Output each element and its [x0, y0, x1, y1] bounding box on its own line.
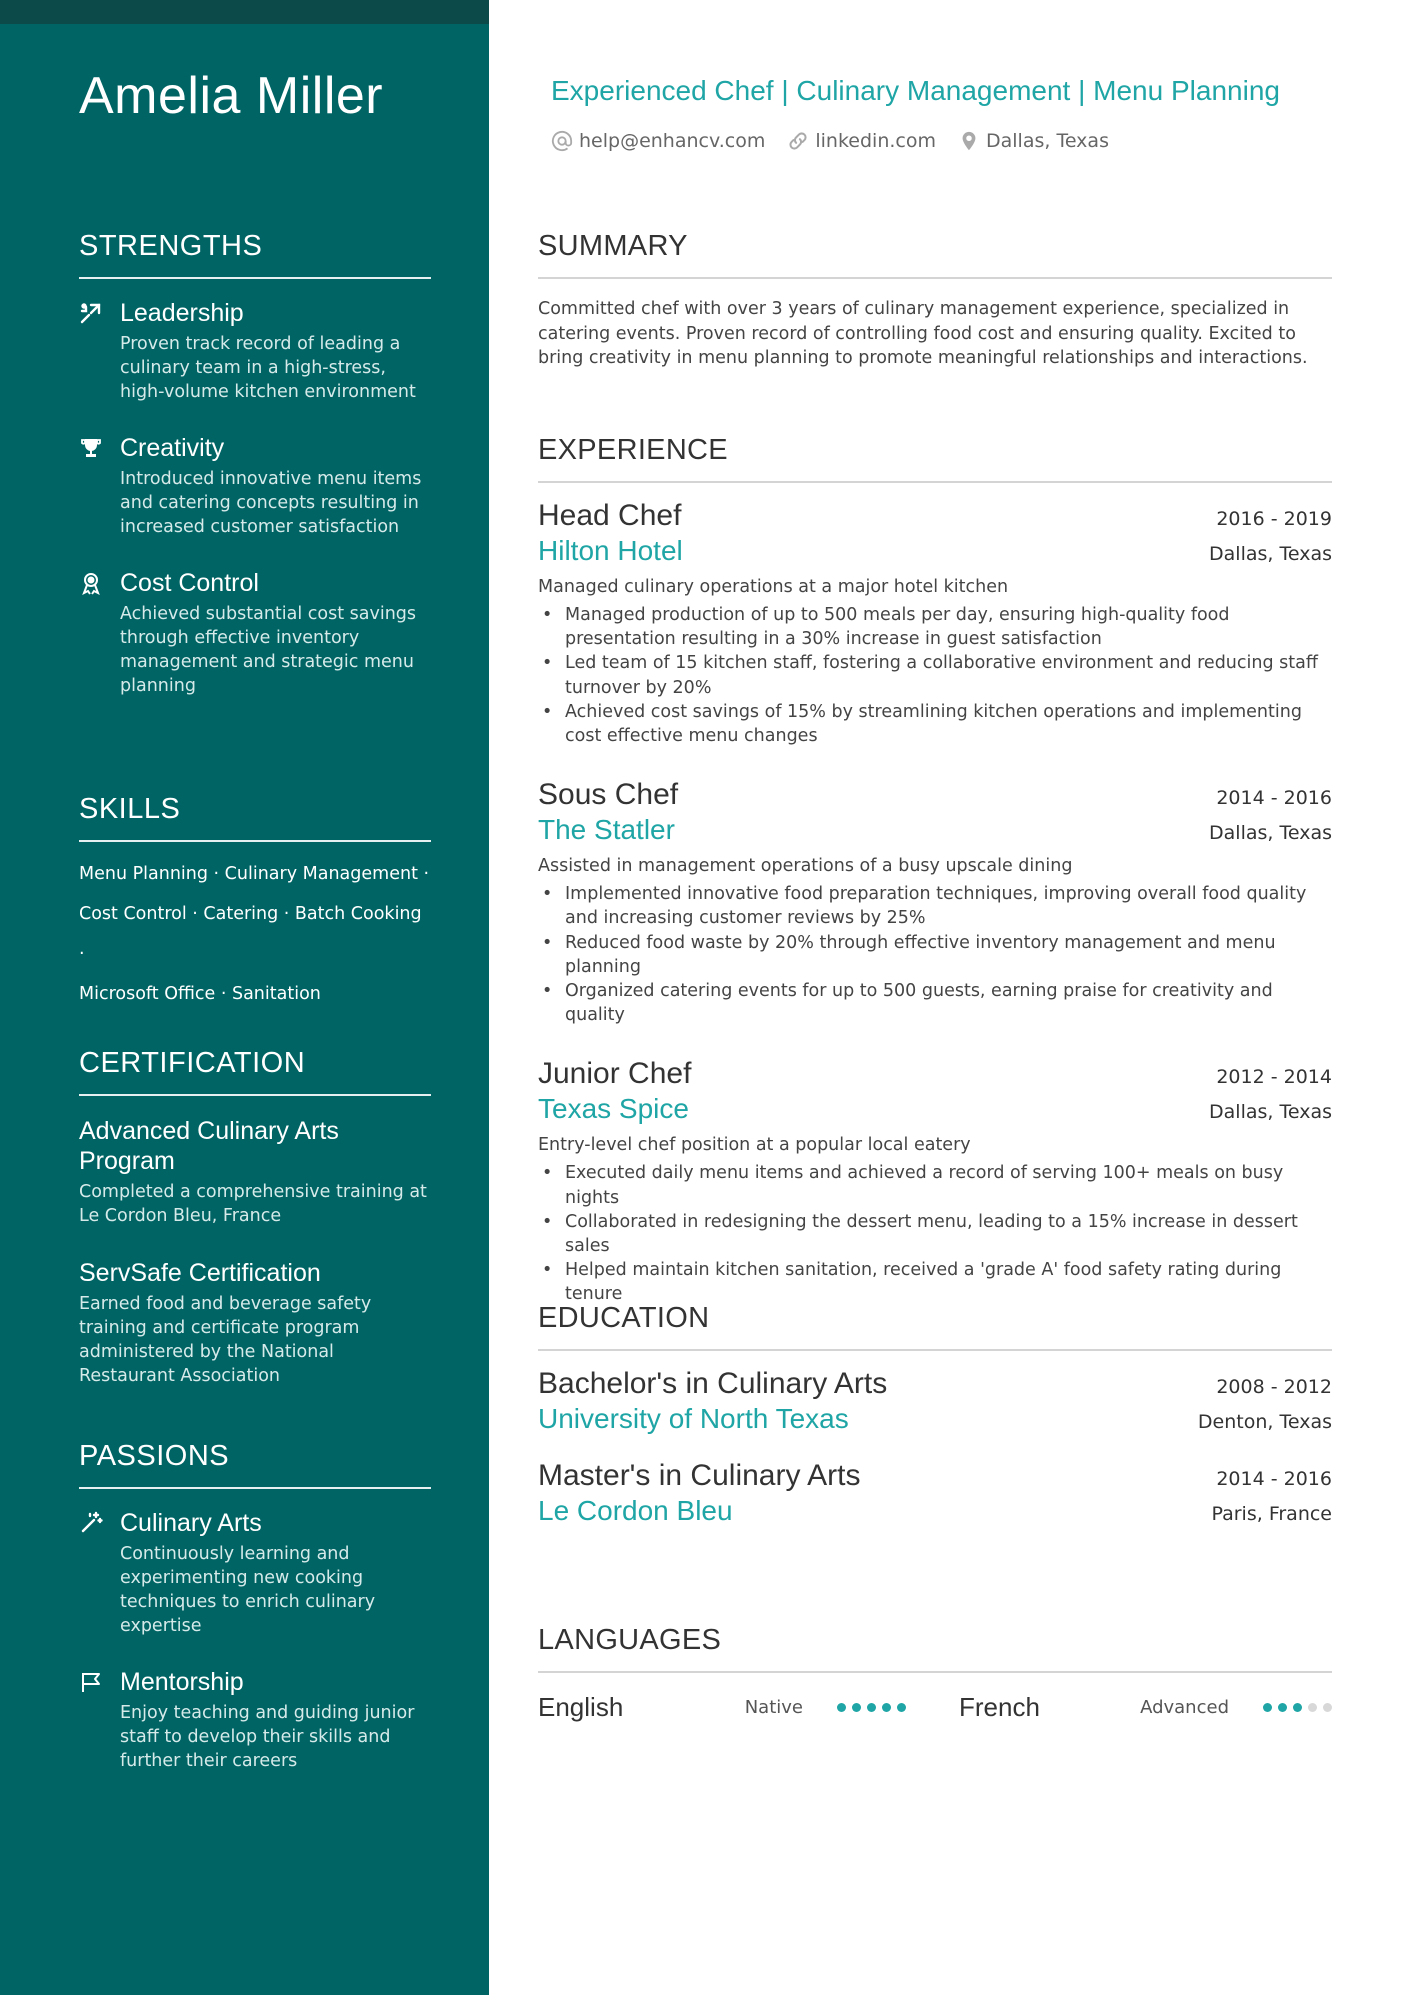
certification-name: Advanced Culinary Arts Program [79, 1117, 339, 1175]
job-company: Hilton Hotel [538, 535, 683, 566]
linkedin-text: linkedin.com [815, 130, 936, 152]
job-bullet: • Reduced food waste by 20% through effective inventory management and menu planning [538, 931, 1332, 979]
skills-title: SKILLS [79, 793, 431, 842]
flag-icon [79, 1670, 103, 1694]
rating-dot-filled [837, 1703, 846, 1712]
link-icon [787, 130, 809, 152]
rating-dot-filled [897, 1703, 906, 1712]
degree: Bachelor's in Culinary Arts [538, 1367, 888, 1400]
education-location: Denton, Texas [1197, 1411, 1332, 1433]
strength-desc: Proven track record of leading a culinary team in a high-stress, high-volume kitchen environment [120, 334, 416, 402]
rating-dot-empty [1323, 1703, 1332, 1712]
language-level: Native [744, 1697, 803, 1718]
language-entry [959, 1692, 1332, 1723]
certification-desc: Earned food and beverage safety training and certificate program administered by the National Restaurant Association [79, 1294, 372, 1386]
strength-desc: Achieved substantial cost savings through effective inventory management and strategic menu planning [120, 604, 417, 696]
education-entry [538, 1459, 1332, 1527]
language-level: Advanced [1140, 1697, 1229, 1718]
language-name: English [538, 1692, 624, 1722]
strength-item [79, 299, 431, 404]
sidebar-top-band [0, 0, 489, 24]
passion-desc: Enjoy teaching and guiding junior staff to develop their skills and further their careers [120, 1703, 415, 1771]
sidebar [0, 0, 489, 1995]
contact-row [551, 130, 1109, 152]
job-entry [538, 499, 1332, 748]
language-name: French [959, 1692, 1040, 1722]
rating-dot-filled [1293, 1703, 1302, 1712]
job-bullets [538, 1161, 1332, 1306]
school: Le Cordon Bleu [538, 1495, 733, 1526]
rating-dot-filled [882, 1703, 891, 1712]
job-dates: 2016 - 2019 [1216, 508, 1332, 530]
job-title: Sous Chef [538, 778, 679, 812]
job-entry [538, 778, 1332, 1027]
education-title: EDUCATION [538, 1302, 1332, 1351]
passions-section [79, 1440, 431, 1773]
language-entry [538, 1692, 906, 1723]
language-rating [1263, 1703, 1332, 1712]
at-icon [551, 130, 573, 152]
job-bullet: • Helped maintain kitchen sanitation, received a 'grade A' food safety rating during tenure [538, 1258, 1332, 1306]
certification-section [79, 1047, 431, 1388]
rating-dot-filled [867, 1703, 876, 1712]
location-pin-icon [958, 130, 980, 152]
candidate-name: Amelia Miller [79, 67, 384, 125]
languages-title: LANGUAGES [538, 1624, 1332, 1673]
job-bullets [538, 603, 1332, 748]
job-description: Assisted in management operations of a busy upscale dining [538, 856, 1073, 877]
leadership-icon [79, 301, 103, 325]
job-dates: 2012 - 2014 [1216, 1066, 1332, 1089]
job-bullet: • Led team of 15 kitchen staff, fostering a collaborative environment and reducing staff turnover by 20% [538, 651, 1332, 699]
location-text: Dallas, Texas [986, 130, 1109, 152]
rating-dot-filled [852, 1703, 861, 1712]
certification-desc: Completed a comprehensive training at Le Cordon Bleu, France [79, 1182, 427, 1226]
magic-wand-icon [79, 1511, 103, 1535]
job-description: Entry-level chef position at a popular local eatery [538, 1135, 971, 1156]
certification-name: ServSafe Certification [79, 1259, 321, 1287]
strength-title: Creativity [120, 434, 225, 462]
job-title: Junior Chef [538, 1057, 692, 1091]
education-entry [538, 1367, 1332, 1435]
strength-item [79, 569, 431, 698]
job-dates: 2014 - 2016 [1216, 787, 1332, 810]
strengths-section [79, 230, 431, 698]
rating-dot-filled [1278, 1703, 1287, 1712]
strength-desc: Introduced innovative menu items and catering concepts resulting in increased customer satisfaction [120, 469, 422, 537]
strength-item [79, 434, 431, 539]
school: University of North Texas [538, 1403, 849, 1434]
summary-text: Committed chef with over 3 years of culinary management experience, specialized in catering events. Proven record of controlling food cost and ensuring quality. Excited to bring creativity in menu planning to promote meaningful relationships and interactions. [538, 299, 1308, 368]
degree: Master's in Culinary Arts [538, 1459, 861, 1492]
strength-title: Cost Control [120, 569, 259, 597]
language-rating [837, 1703, 906, 1712]
email-contact[interactable] [551, 130, 765, 152]
rating-dot-filled [1263, 1703, 1272, 1712]
job-bullet: • Implemented innovative food preparation techniques, improving overall food quality and increasing customer reviews by 25% [538, 882, 1332, 930]
passions-title: PASSIONS [79, 1440, 431, 1489]
passion-item [79, 1509, 431, 1638]
trophy-icon [79, 436, 103, 460]
job-location: Dallas, Texas [1209, 543, 1332, 565]
certification-item [79, 1258, 431, 1388]
rating-dot-empty [1308, 1703, 1317, 1712]
experience-section [538, 434, 1332, 1307]
skills-line: Menu Planning · Culinary Management · [79, 864, 430, 884]
education-location: Paris, France [1211, 1503, 1332, 1525]
education-section [538, 1302, 1332, 1527]
passion-item [79, 1668, 431, 1773]
skills-section [79, 793, 431, 1014]
job-bullets [538, 882, 1332, 1027]
job-description: Managed culinary operations at a major hotel kitchen [538, 577, 1009, 597]
education-dates: 2008 - 2012 [1216, 1376, 1332, 1398]
summary-title: SUMMARY [538, 230, 1332, 279]
location-contact [958, 130, 1109, 152]
job-bullet: • Achieved cost savings of 15% by streamlining kitchen operations and implementing cost effective menu changes [538, 700, 1332, 748]
strengths-title: STRENGTHS [79, 230, 431, 279]
job-title: Head Chef [538, 499, 682, 532]
job-location: Dallas, Texas [1209, 822, 1332, 845]
summary-section [538, 230, 1332, 371]
languages-section [538, 1624, 1332, 1673]
strength-title: Leadership [120, 299, 244, 327]
job-bullet: • Executed daily menu items and achieved a record of serving 100+ meals on busy nights [538, 1161, 1332, 1209]
passion-title: Culinary Arts [120, 1509, 262, 1537]
certification-item [79, 1116, 431, 1228]
job-bullet: • Collaborated in redesigning the dessert menu, leading to a 15% increase in dessert sales [538, 1210, 1332, 1258]
certification-title: CERTIFICATION [79, 1047, 431, 1096]
linkedin-contact[interactable] [787, 130, 936, 152]
job-location: Dallas, Texas [1209, 1101, 1332, 1124]
email-text: help@enhancv.com [579, 130, 766, 152]
job-company: The Statler [538, 814, 675, 846]
passion-desc: Continuously learning and experimenting new cooking techniques to enrich culinary expertise [120, 1544, 376, 1636]
award-icon [79, 571, 103, 595]
job-bullet: • Organized catering events for up to 500 guests, earning praise for creativity and quality [538, 979, 1332, 1027]
job-entry [538, 1057, 1332, 1306]
education-dates: 2014 - 2016 [1216, 1468, 1332, 1490]
headline: Experienced Chef | Culinary Management | Menu Planning [551, 75, 1280, 106]
passion-title: Mentorship [120, 1668, 244, 1696]
skills-line: Microsoft Office · Sanitation [79, 984, 321, 1004]
skills-line: Cost Control · Catering · Batch Cooking · [79, 904, 422, 964]
job-bullet: • Managed production of up to 500 meals per day, ensuring high-quality food presentation resulting in a 30% increase in guest satisfaction [538, 603, 1332, 651]
experience-title: EXPERIENCE [538, 434, 1332, 483]
job-company: Texas Spice [538, 1093, 689, 1125]
